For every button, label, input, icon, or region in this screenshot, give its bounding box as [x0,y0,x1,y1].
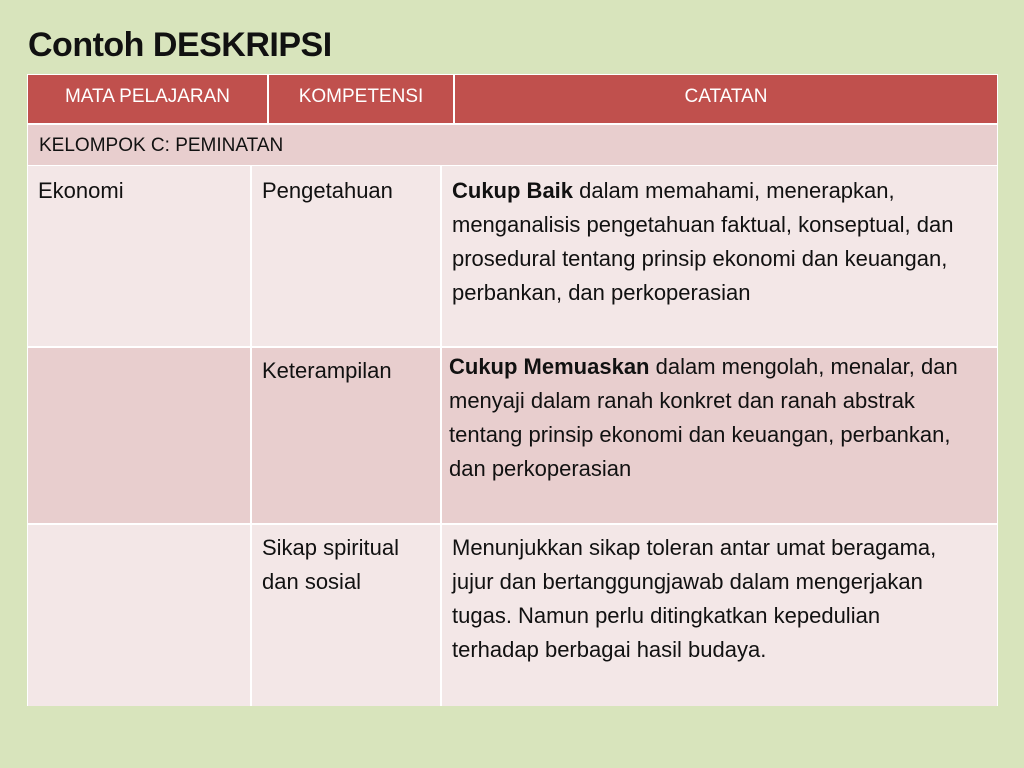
cell-subject [28,525,250,706]
group-row: KELOMPOK C: PEMINATAN [27,124,998,166]
header-mata-pelajaran: MATA PELAJARAN [28,75,269,123]
note-rating: Cukup Memuaskan [449,354,650,379]
header-catatan: CATATAN [684,86,768,107]
note-text: dalam mengolah, menalar, dan menyaji dalam ranah konkret dan ranah abstrak tentang prinsip ekonomi dan keuangan, perbankan, dan perkoperasian [449,354,958,481]
table-header [27,74,998,124]
note-rating: Cukup Baik [452,178,574,203]
cell-note [442,166,997,346]
page-title: Contoh DESKRIPSI [28,26,332,64]
cell-subject [28,348,250,523]
note-text: Menunjukkan sikap toleran antar umat beragama, jujur dan bertanggungjawab dalam mengerjakan tugas. Namun perlu ditingkatkan kepedulian terhadap berbagai hasil budaya. [452,535,937,662]
cell-subject: Ekonomi [28,166,250,346]
cell-competency: Pengetahuan [252,166,440,346]
cell-competency: Sikap spiritual dan sosial [252,525,440,706]
header-kompetensi: KOMPETENSI [269,75,455,123]
data-table [27,166,998,706]
note-text: dalam memahami, menerapkan, menganalisis pengetahuan faktual, konseptual, dan prosedural tentang prinsip ekonomi dan keuangan, perbankan, dan perkoperasian [452,178,954,305]
cell-note [442,348,997,523]
cell-note [442,525,997,706]
cell-competency: Keterampilan [252,348,440,523]
